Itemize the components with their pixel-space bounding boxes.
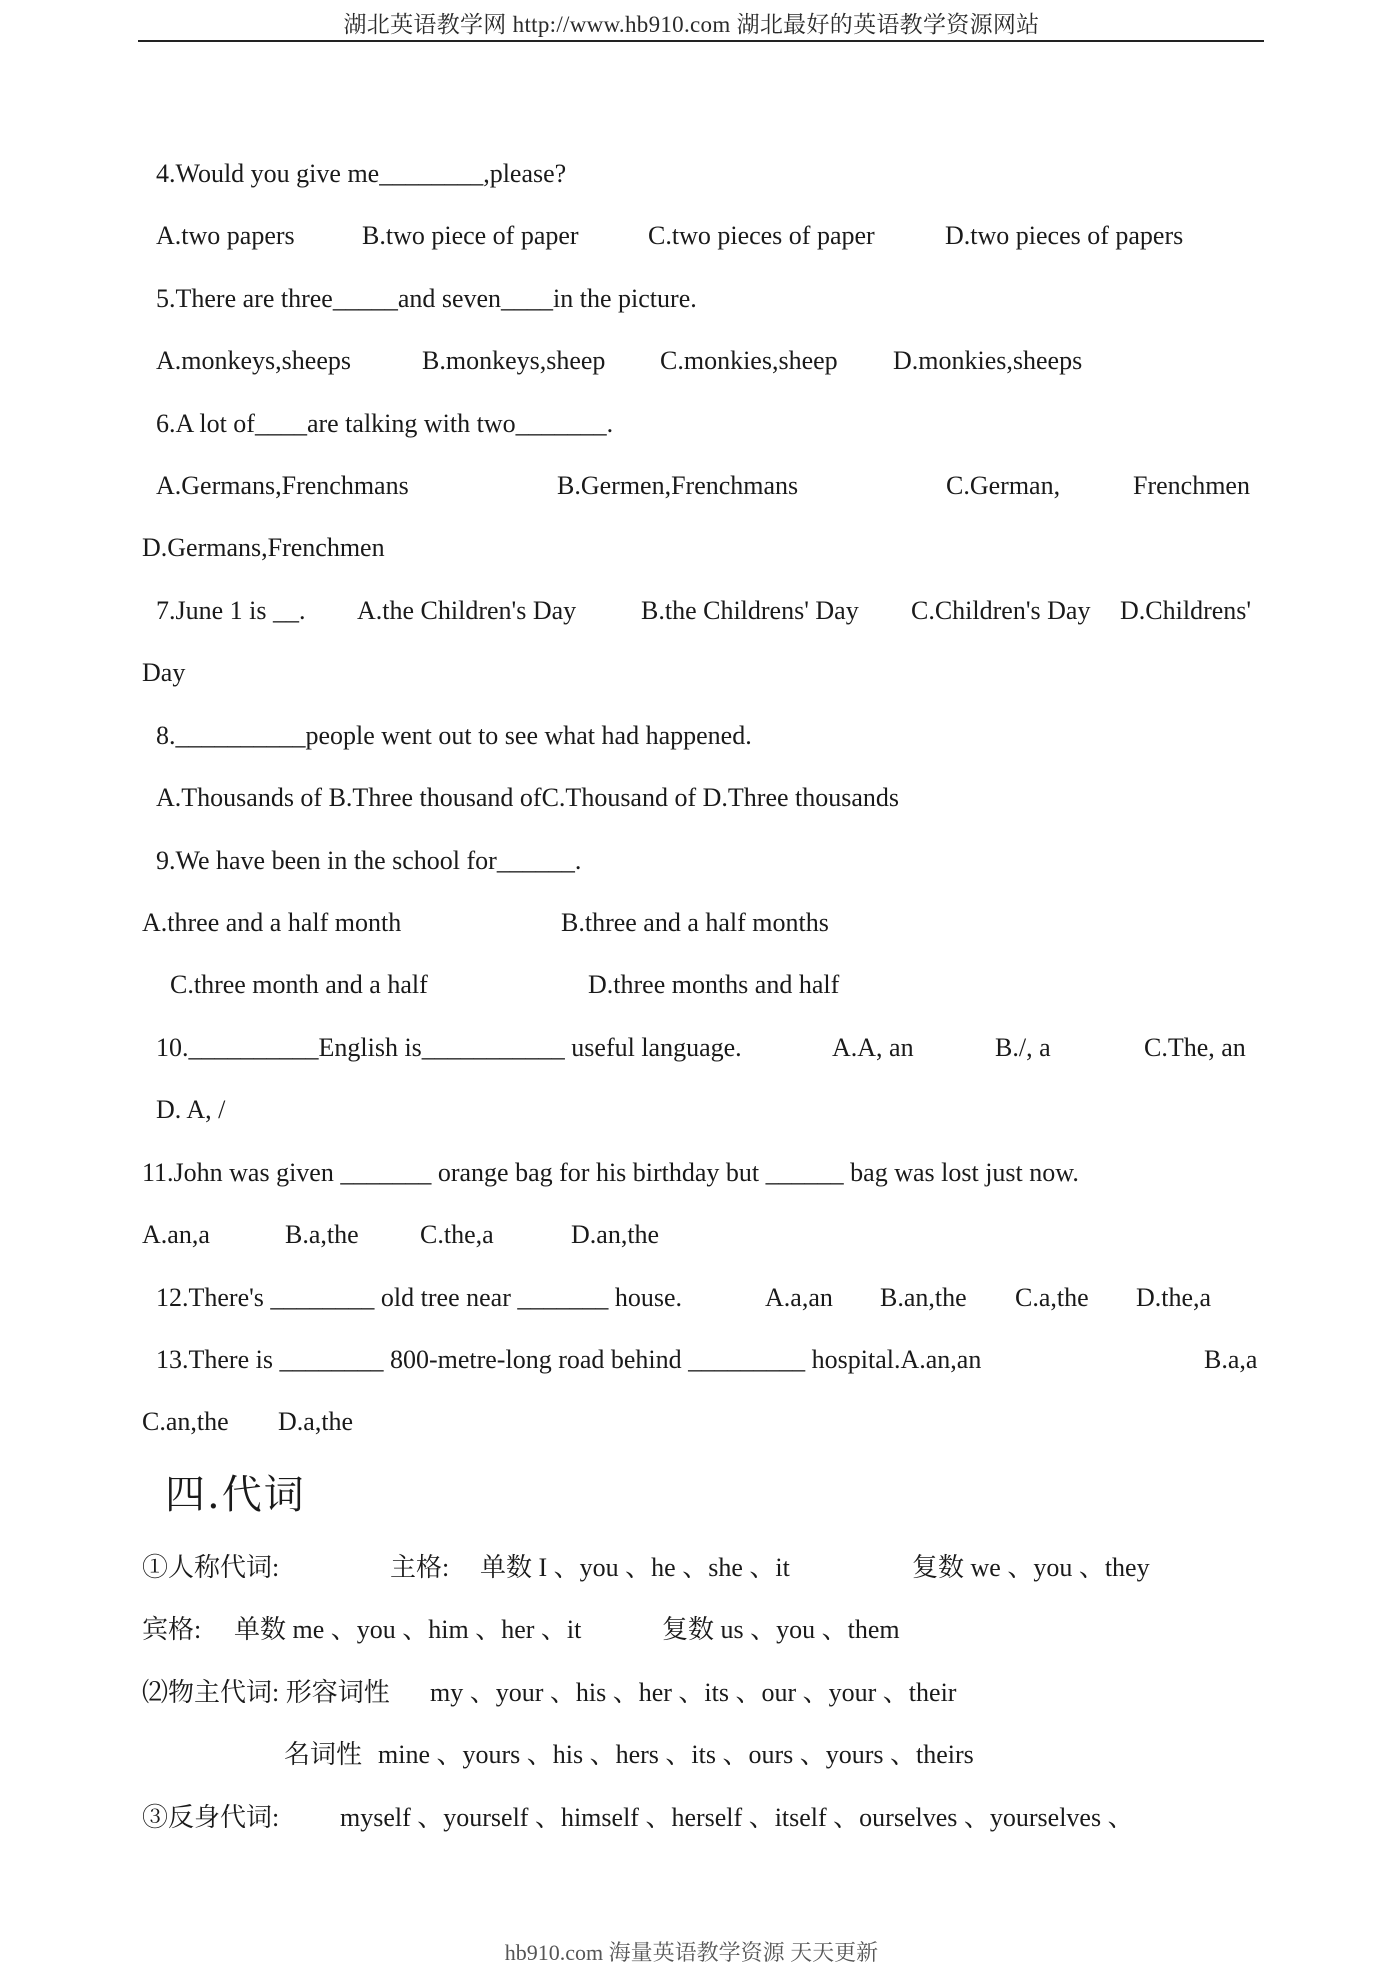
option-a: A.three and a half month bbox=[142, 908, 402, 937]
question-11-options bbox=[0, 1215, 1383, 1255]
option-b: B.two piece of paper bbox=[362, 221, 579, 250]
option-d-continued: Day bbox=[142, 658, 186, 687]
option-c: C.an,the bbox=[142, 1407, 229, 1436]
question-4-stem bbox=[0, 154, 1383, 194]
header-divider bbox=[138, 40, 1264, 42]
option-a: A.monkeys,sheeps bbox=[156, 346, 351, 375]
section-title: 四.代词 bbox=[165, 1472, 306, 1518]
option-a: A.an,a bbox=[142, 1220, 210, 1249]
option-c: C.The, an bbox=[1144, 1033, 1246, 1062]
question-9-options-1 bbox=[0, 903, 1383, 943]
question-7-line bbox=[0, 591, 1383, 631]
question-text: 10.__________English is___________ useful language. bbox=[156, 1033, 742, 1062]
question-5-stem bbox=[0, 279, 1383, 319]
question-text: 7.June 1 is __. bbox=[156, 596, 306, 625]
question-9-stem bbox=[0, 841, 1383, 881]
option-c: C.Children's Day bbox=[911, 596, 1091, 625]
question-7-wrap bbox=[0, 653, 1383, 693]
possessive-adj-list: my 、your 、his 、her 、its 、our 、your 、their bbox=[430, 1678, 957, 1707]
option-d: D.Germans,Frenchmen bbox=[142, 533, 385, 562]
option-a: A.A, an bbox=[832, 1033, 914, 1062]
question-8-stem bbox=[0, 716, 1383, 756]
question-5-options bbox=[0, 341, 1383, 381]
option-a: A.Germans,Frenchmans bbox=[156, 471, 409, 500]
question-9-options-2 bbox=[0, 965, 1383, 1005]
option-b: B.an,the bbox=[880, 1283, 967, 1312]
option-a: A.a,an bbox=[765, 1283, 833, 1312]
option-c-continued: Frenchmen bbox=[1133, 471, 1250, 500]
question-13-options bbox=[0, 1402, 1383, 1442]
option-b: B.three and a half months bbox=[561, 908, 829, 937]
option-b: B.Germen,Frenchmans bbox=[557, 471, 799, 500]
question-8-options bbox=[0, 778, 1383, 818]
reflexive-list: myself 、yourself 、himself 、herself 、itself 、ourselves 、yourselves 、 bbox=[340, 1803, 1134, 1832]
page-header: 湖北英语教学网 http://www.hb910.com 湖北最好的英语教学资源网站 bbox=[343, 12, 1040, 37]
option-a: A.two papers bbox=[156, 221, 295, 250]
option-c: C.German, bbox=[946, 471, 1061, 500]
possessive-noun-list: mine 、yours 、his 、hers 、its 、ours 、yours 、theirs bbox=[378, 1740, 974, 1769]
option-b: B.the Childrens' Day bbox=[641, 596, 859, 625]
question-text: 5.There are three_____and seven____in the picture. bbox=[156, 284, 697, 313]
object-case-label: 宾格: bbox=[142, 1615, 202, 1644]
possessive-adj-label: ⑵物主代词: 形容词性 bbox=[142, 1678, 390, 1707]
reflexive-pronouns bbox=[0, 1798, 1383, 1838]
option-b: B.a,a bbox=[1204, 1345, 1258, 1374]
option-c: C.three month and a half bbox=[170, 970, 428, 999]
question-10-wrap bbox=[0, 1090, 1383, 1130]
question-text: 13.There is ________ 800-metre-long road behind _________ hospital.A.an,an bbox=[156, 1345, 982, 1374]
subject-plural: 复数 we 、you 、they bbox=[912, 1553, 1150, 1582]
option-b: B.a,the bbox=[285, 1220, 359, 1249]
question-text: 6.A lot of____are talking with two_______. bbox=[156, 409, 614, 438]
reflexive-label: ③反身代词: bbox=[142, 1803, 280, 1832]
option-d: D. A, / bbox=[156, 1095, 226, 1124]
option-b: B.monkeys,sheep bbox=[422, 346, 606, 375]
question-text: 12.There's ________ old tree near _______ house. bbox=[156, 1283, 683, 1312]
question-text: 11.John was given _______ orange bag for his birthday but ______ bag was lost just now. bbox=[142, 1158, 1079, 1187]
option-d: D.three months and half bbox=[588, 970, 840, 999]
question-6-stem bbox=[0, 404, 1383, 444]
question-text: 9.We have been in the school for______. bbox=[156, 846, 582, 875]
option-d: D.monkies,sheeps bbox=[893, 346, 1083, 375]
option-b: B./, a bbox=[995, 1033, 1051, 1062]
option-d: D.an,the bbox=[571, 1220, 660, 1249]
possessive-noun-label: 名词性 bbox=[284, 1740, 363, 1769]
object-singular: 单数 me 、you 、him 、her 、it bbox=[234, 1615, 582, 1644]
possessive-noun bbox=[0, 1735, 1383, 1775]
option-d: D.two pieces of papers bbox=[945, 221, 1184, 250]
question-13-line bbox=[0, 1340, 1383, 1380]
question-6-options-wrap bbox=[0, 528, 1383, 568]
question-10-line bbox=[0, 1028, 1383, 1068]
question-4-options bbox=[0, 216, 1383, 256]
object-plural: 复数 us 、you 、them bbox=[662, 1615, 900, 1644]
question-12-line bbox=[0, 1278, 1383, 1318]
option-c: C.a,the bbox=[1015, 1283, 1089, 1312]
option-a: A.the Children's Day bbox=[357, 596, 577, 625]
personal-pronouns-object bbox=[0, 1610, 1383, 1650]
question-text: 4.Would you give me________,please? bbox=[156, 159, 567, 188]
personal-pronouns-label: ①人称代词: bbox=[142, 1553, 280, 1582]
possessive-adjective bbox=[0, 1673, 1383, 1713]
page-footer: hb910.com 海量英语教学资源 天天更新 bbox=[504, 1940, 879, 1965]
option-d: D.Childrens' bbox=[1120, 596, 1252, 625]
option-d: D.the,a bbox=[1136, 1283, 1212, 1312]
personal-pronouns-subject bbox=[0, 1548, 1383, 1588]
subject-case-label: 主格: bbox=[390, 1553, 450, 1582]
option-d: D.a,the bbox=[278, 1407, 354, 1436]
question-6-options bbox=[0, 466, 1383, 506]
subject-singular: 单数 I 、you 、he 、she 、it bbox=[480, 1553, 790, 1582]
option-c: C.monkies,sheep bbox=[660, 346, 838, 375]
question-11-stem bbox=[0, 1153, 1383, 1193]
option-c: C.the,a bbox=[420, 1220, 494, 1249]
options-line: A.Thousands of B.Three thousand ofC.Thousand of D.Three thousands bbox=[156, 783, 900, 812]
option-c: C.two pieces of paper bbox=[648, 221, 875, 250]
question-text: 8.__________people went out to see what had happened. bbox=[156, 721, 752, 750]
